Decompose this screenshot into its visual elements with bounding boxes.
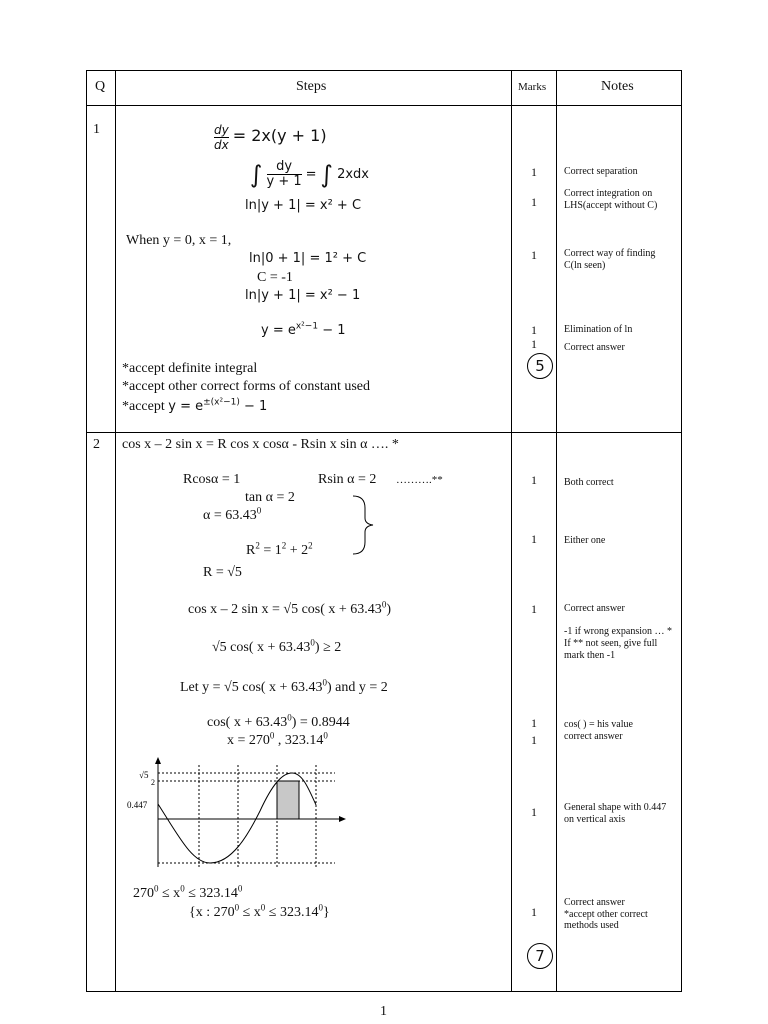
graph-label-2: 2 [151, 778, 155, 787]
note: cos( ) = his value [564, 719, 633, 730]
note: methods used [564, 920, 619, 931]
ln-step-2: ln|0 + 1| = 1² + C [249, 251, 367, 266]
note: Correct answer [564, 342, 625, 353]
note: Correct integration on [564, 188, 653, 199]
r-squared: $R^2 = 1^2 + 2^2$ [246, 540, 313, 558]
ln-step-1: ln|y + 1| = x² + C [245, 198, 362, 213]
mark: 1 [531, 473, 537, 487]
cos-value: cos( $x + 63.43^0) = 0.8944$ [207, 712, 350, 730]
mark: 1 [531, 733, 537, 747]
note: correct answer [564, 731, 623, 742]
header-marks: Marks [518, 81, 547, 93]
note: -1 if wrong expansion … * [564, 626, 673, 637]
solution-range: $270^0 \le x^0 \le 323.14^0$ [133, 883, 243, 901]
inequality: √5 cos( $x + 63.43^0) \ge 2$ [212, 637, 342, 655]
mark: 1 [531, 165, 537, 179]
mark: 1 [531, 337, 537, 351]
solution-set: {x : $270^0 \le x^0 \le 323.14^0$} [189, 902, 330, 920]
accept-note-2: *accept other correct forms of constant used [122, 379, 371, 394]
mark: 1 [531, 602, 537, 616]
mark: 1 [531, 905, 537, 919]
note: General shape with 0.447 [564, 802, 667, 813]
header-q: Q [95, 79, 106, 94]
note: Correct way of finding [564, 248, 656, 259]
constant-value: C = -1 [257, 270, 293, 285]
mark: 1 [531, 323, 537, 337]
note: Either one [564, 535, 606, 546]
differential-equation: $\frac{dy}{dx}$ = 2x(y + 1) [214, 123, 327, 152]
mark: 1 [531, 716, 537, 730]
q1-final-answer: $y = e^{x^2-1} - 1$ [261, 321, 346, 338]
accept-note-1: *accept definite integral [122, 361, 258, 376]
note: If ** not seen, give full [564, 638, 658, 649]
rsin-equation: Rsin α = 2 [318, 472, 377, 487]
rsin-marker: ……….** [396, 474, 443, 486]
accept-note-3: *accept $y = e^{\pm(x^2-1)} - 1$ [122, 397, 268, 414]
let-statement: Let y = √5 cos( $x + 63.43^0$) and y = 2 [180, 677, 388, 695]
note: Correct answer [564, 603, 625, 614]
condition-text: When y = 0, x = 1, [126, 233, 232, 248]
mark: 1 [531, 248, 537, 262]
q2-total-marks: 7 [527, 943, 553, 969]
expansion-line: cos x – 2 sin x = R cos x cosα - Rsin x sin α …. * [122, 437, 399, 452]
mark: 1 [531, 805, 537, 819]
note: mark then -1 [564, 650, 616, 661]
ln-step-3: ln|y + 1| = x² − 1 [245, 288, 361, 303]
page-number: 1 [380, 1004, 387, 1019]
cosine-graph [120, 755, 350, 875]
mark: 1 [531, 195, 537, 209]
mark: 1 [531, 532, 537, 546]
note: Correct separation [564, 166, 638, 177]
harmonic-form: cos x – 2 sin x = √5 cos( $x + 63.43^0$) [188, 599, 391, 617]
tan-equation: tan α = 2 [245, 490, 295, 505]
note: *accept other correct [564, 909, 648, 920]
x-solutions: $x = 270^0$ , 323.14$^0$ [227, 730, 328, 748]
q1-total-marks: 5 [527, 353, 553, 379]
header-notes: Notes [601, 79, 634, 94]
note: LHS(accept without C) [564, 200, 658, 211]
note: C(ln seen) [564, 260, 606, 271]
question-number: 1 [93, 122, 100, 137]
note: Correct answer [564, 897, 625, 908]
note: Both correct [564, 477, 614, 488]
question-number: 2 [93, 437, 100, 452]
brace-icon [350, 494, 380, 556]
note: Elimination of ln [564, 324, 633, 335]
graph-label-sqrt5: √5 [139, 770, 149, 780]
header-steps: Steps [296, 79, 327, 94]
separated-integral: ∫ $\frac{dy}{y + 1}$ = ∫ 2xdx [250, 159, 369, 189]
note: on vertical axis [564, 814, 626, 825]
graph-label-0447: 0.447 [127, 800, 148, 810]
r-value: R = √5 [203, 565, 242, 580]
alpha-value: $\alpha = 63.43^0$ [203, 505, 262, 523]
rcos-equation: Rcosα = 1 [183, 472, 241, 487]
